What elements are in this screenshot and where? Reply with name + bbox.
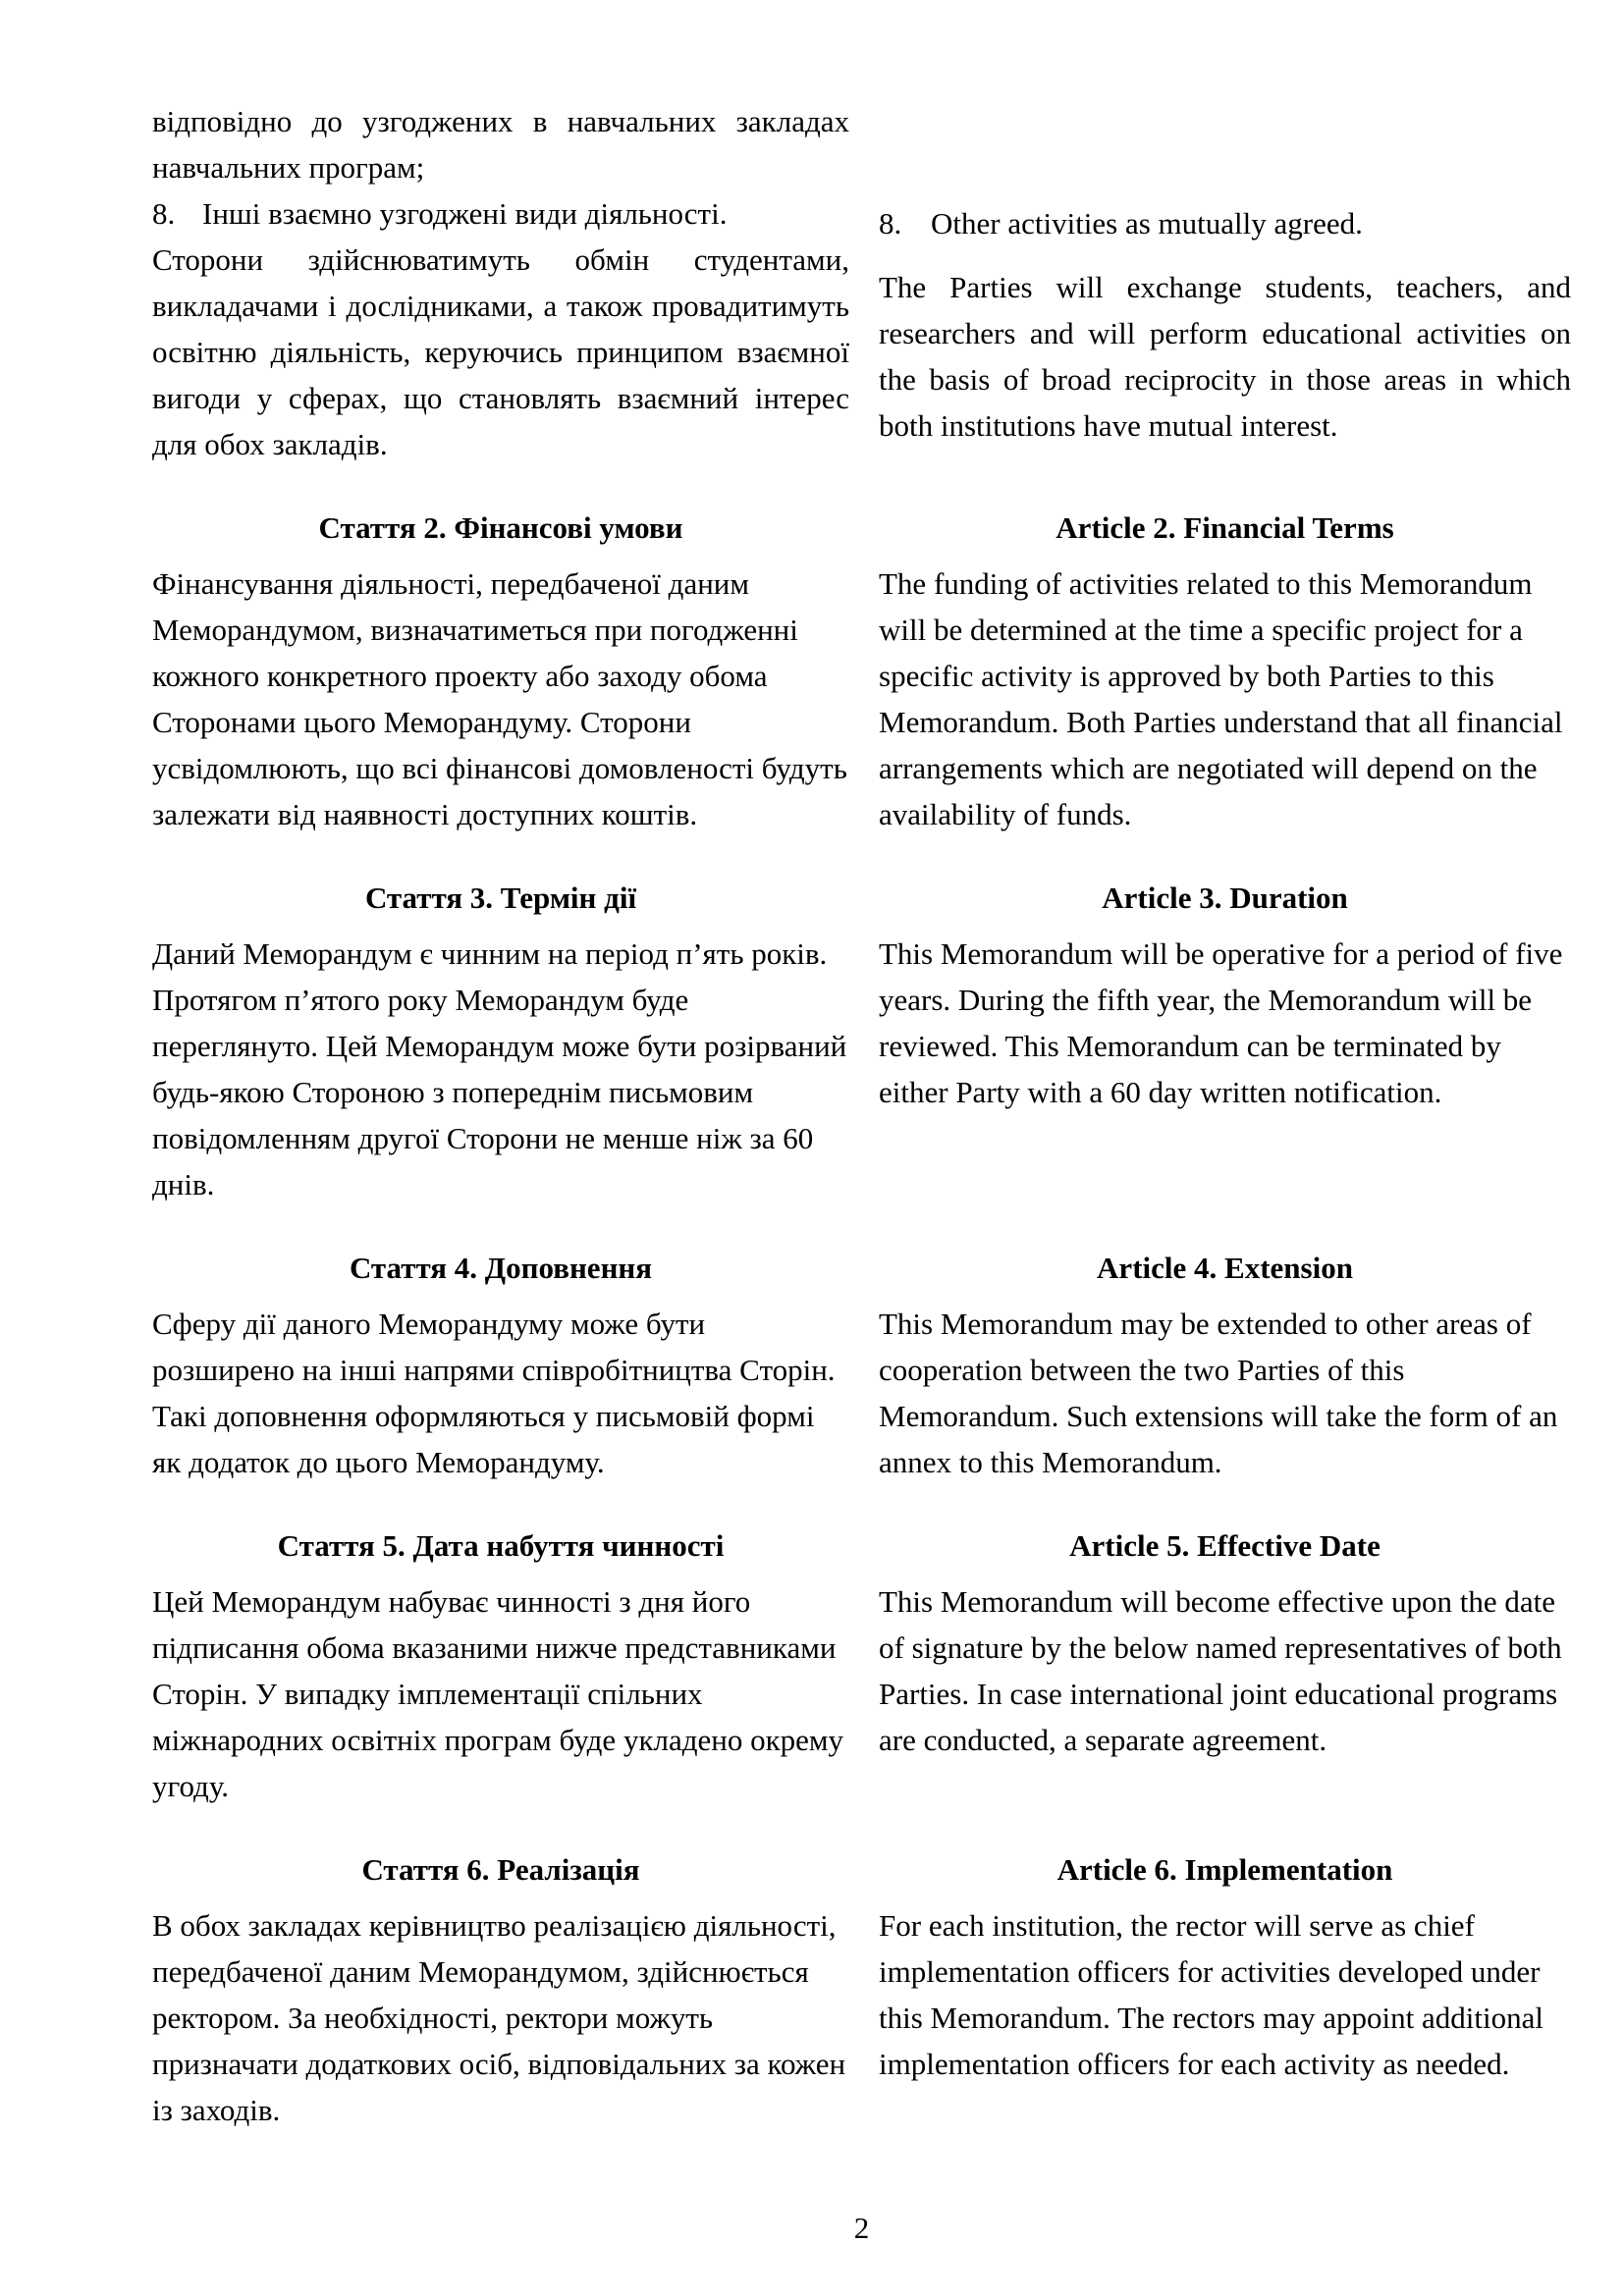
- en-article-6-heading: Article 6. Implementation: [1056, 1852, 1393, 1887]
- en-list-item-8-text: Other activities as mutually agreed.: [931, 206, 1363, 240]
- uk-article-2-cell: [152, 467, 849, 837]
- en-article-5-paragraph: This Memorandum will become effective upon the date of signature by the below named representatives of both Parties. In case international joint educational programs are conducted, a separate agreement.: [879, 1584, 1562, 1757]
- en-article-6-cell: [879, 1809, 1571, 2133]
- en-list-item-8-number: 8.: [879, 206, 902, 240]
- en-article-6-paragraph: For each institution, the rector will serve as chief implementation officers for activities developed under this Memorandum. The rectors may appoint additional implementation officers for each activity as needed.: [879, 1908, 1543, 2081]
- en-article-4-heading: Article 4. Extension: [1097, 1251, 1353, 1285]
- en-exchange-paragraph: The Parties will exchange students, teachers, and researchers and will perform educational activities on the basis of broad reciprocity in those areas in which both institutions have mutual interest.: [879, 270, 1571, 443]
- uk-article-2-paragraph: Фінансування діяльності, передбаченої даним Меморандумом, визначатиметься при погодженні кожного конкретного проекту або заходу обома Сторонами цього Меморандуму. Сторони усвідомлюють, що всі фінансові домовленості будуть залежати від наявності доступних коштів.: [152, 566, 847, 831]
- uk-top-cell: [152, 98, 849, 467]
- uk-article-6-heading: Стаття 6. Реалізація: [361, 1852, 640, 1887]
- en-article-4-paragraph: This Memorandum may be extended to other areas of cooperation between the two Parties of this Memorandum. Such extensions will take the form of an annex to this Memorandum.: [879, 1307, 1558, 1479]
- uk-article-5-paragraph: Цей Меморандум набуває чинності з дня його підписання обома вказаними нижче представниками Сторін. У випадку імплементації спільних міжнародних освітніх програм буде укладено окрему угоду.: [152, 1584, 844, 1803]
- uk-article-4-cell: [152, 1207, 849, 1485]
- en-article-3-cell: [879, 837, 1571, 1207]
- uk-item7-continuation-text: відповідно до узгоджених в навчальних закладах навчальних програм;: [152, 104, 849, 185]
- en-article-2-heading: Article 2. Financial Terms: [1056, 510, 1394, 545]
- en-article-5-cell: [879, 1485, 1571, 1809]
- uk-article-4-paragraph: Сферу дії даного Меморандуму може бути розширено на інші напрями співробітництва Сторін. Такі доповнення оформляються у письмовій формі як додаток до цього Меморандуму.: [152, 1307, 836, 1479]
- en-article-4-cell: [879, 1207, 1571, 1485]
- en-article-3-heading: Article 3. Duration: [1102, 881, 1348, 915]
- uk-article-3-paragraph: Даний Меморандум є чинним на період п’ять років. Протягом п’ятого року Меморандум буде переглянуто. Цей Меморандум може бути розірваний будь-якою Стороною з попереднім письмовим повідомленням другої Сторони не менше ніж за 60 днів.: [152, 936, 847, 1201]
- uk-article-3-heading: Стаття 3. Термін дії: [364, 881, 637, 915]
- en-article-3-paragraph: This Memorandum will be operative for a period of five years. During the fifth year, the Memorandum will be reviewed. This Memorandum can be terminated by either Party with a 60 day written notification.: [879, 936, 1563, 1109]
- uk-list-item-8-number: 8.: [152, 196, 176, 231]
- en-article-5-heading: Article 5. Effective Date: [1069, 1528, 1380, 1563]
- uk-list-item-8: [152, 190, 849, 237]
- uk-article-5-heading: Стаття 5. Дата набуття чинності: [277, 1528, 725, 1563]
- en-list-item-8: [879, 200, 1571, 246]
- uk-article-2-heading: Стаття 2. Фінансові умови: [318, 510, 683, 545]
- two-column-document-body: [152, 98, 1571, 2133]
- en-article-2-paragraph: The funding of activities related to this Memorandum will be determined at the time a specific project for a specific activity is approved by both Parties to this Memorandum. Both Parties understand that all financial arrangements which are negotiated will depend on the availability of funds.: [879, 566, 1563, 831]
- uk-article-3-cell: [152, 837, 849, 1207]
- uk-exchange-paragraph: Сторони здійснюватимуть обмін студентами, викладачами і дослідниками, а також провадитимуть освітню діяльність, керуючись принципом взаємної вигоди у сферах, що становлять взаємний інтерес для обох закладів.: [152, 242, 849, 461]
- uk-list-item-8-text: Інші взаємно узгоджені види діяльності.: [202, 196, 728, 231]
- en-top-cell: [879, 98, 1571, 467]
- uk-article-4-heading: Стаття 4. Доповнення: [349, 1251, 653, 1285]
- uk-article-6-cell: [152, 1809, 849, 2133]
- uk-article-6-paragraph: В обох закладах керівництво реалізацією діяльності, передбаченої даним Меморандумом, здійснюється ректором. За необхідності, ректори можуть призначати додаткових осіб, відповідальних за кожен із заходів.: [152, 1908, 846, 2127]
- en-article-2-cell: [879, 467, 1571, 837]
- uk-article-5-cell: [152, 1485, 849, 1809]
- page-number: 2: [853, 2211, 870, 2245]
